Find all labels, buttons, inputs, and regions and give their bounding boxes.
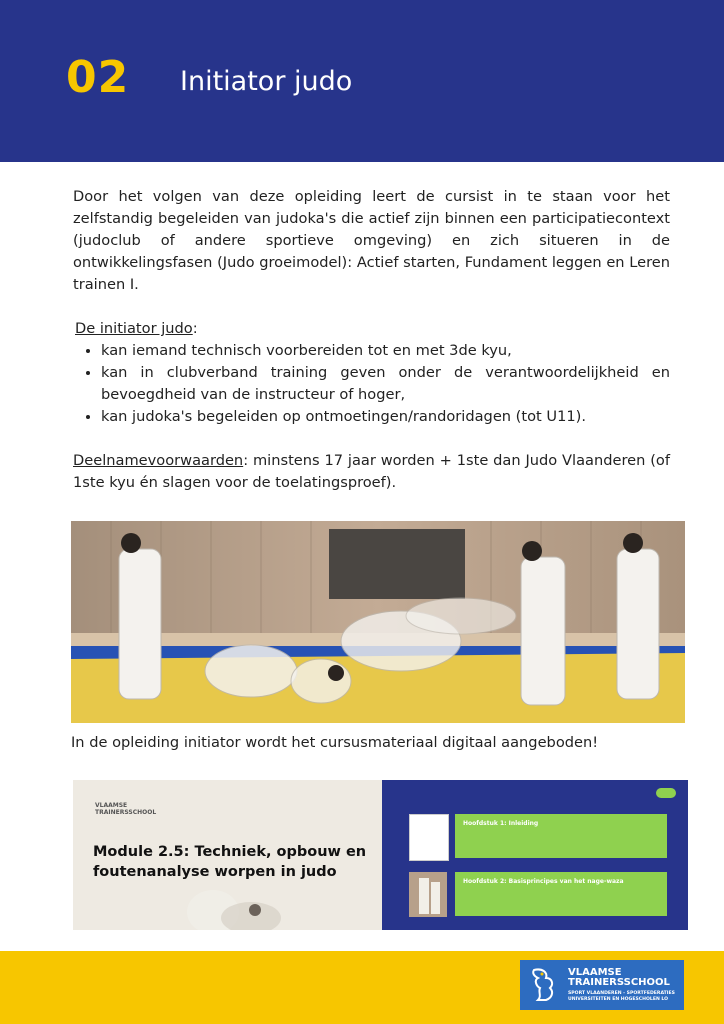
page-header (0, 0, 724, 162)
logo-subtitle-1: SPORT VLAANDEREN - SPORTFEDERATIES (568, 991, 675, 996)
body-text (73, 186, 670, 494)
course-cover (73, 780, 382, 930)
vlaamse-trainersschool-logo (520, 960, 684, 1010)
lion-icon (528, 966, 558, 1004)
course-chapters-panel (382, 780, 688, 930)
requirements-text: : minstens 17 jaar worden + 1ste dan Judo Vlaanderen (of 1ste kyu én slagen voor de toelatingsproef). (73, 452, 670, 491)
logo-subtitle (568, 991, 675, 1003)
initiator-heading-line (73, 318, 670, 340)
requirements-paragraph (73, 450, 670, 494)
course-logo: VLAAMSE TRAINERSSCHOOL (95, 802, 157, 816)
course-screenshot (73, 780, 688, 930)
page-title: Initiator judo (180, 66, 353, 97)
initiator-heading: De initiator judo (75, 320, 193, 337)
chapter-2-thumbnail[interactable] (409, 872, 447, 917)
initiator-list (73, 340, 670, 428)
list-item: • kan in clubverband training geven onder de verantwoordelijkheid en bevoegdheid van de instructeur of hoger, (101, 362, 670, 406)
toggle-switch[interactable] (656, 788, 676, 798)
photo-caption: In de opleiding initiator wordt het cursusmateriaal digitaal aangeboden! (71, 734, 599, 751)
logo-subtitle-2: UNIVERSITEITEN EN HOGESCHOLEN LO (568, 997, 669, 1002)
chapter-1-button[interactable]: Hoofdstuk 1: Inleiding (455, 814, 667, 858)
list-item: • kan judoka's begeleiden op ontmoetingen/randoridagen (tot U11). (101, 406, 670, 428)
module-title: Module 2.5: Techniek, opbouw en foutenanalyse worpen in judo (93, 844, 367, 880)
logo-title: VLAAMSE TRAINERSSCHOOL (568, 967, 670, 988)
judo-photo (71, 521, 685, 723)
requirements-label: Deelnamevoorwaarden (73, 452, 244, 469)
list-item: • kan iemand technisch voorbereiden tot en met 3de kyu, (101, 340, 670, 362)
chapter-2-button[interactable]: Hoofdstuk 2: Basisprincipes van het nage-waza (455, 872, 667, 916)
initiator-heading-colon: : (192, 320, 198, 337)
judo-illustration (173, 872, 293, 930)
intro-paragraph: Door het volgen van deze opleiding leert de cursist in te staan voor het zelfstandig begeleiden van judoka's die actief zijn binnen een participatiecontext (judoclub of andere sportieve omgeving) en zich situeren in de ontwikkelingsfasen (Judo groeimodel): Actief starten, Fundament leggen en Leren trainen I. (73, 188, 670, 293)
chapter-1-thumbnail[interactable] (409, 814, 449, 861)
section-number: 02 (66, 52, 130, 103)
